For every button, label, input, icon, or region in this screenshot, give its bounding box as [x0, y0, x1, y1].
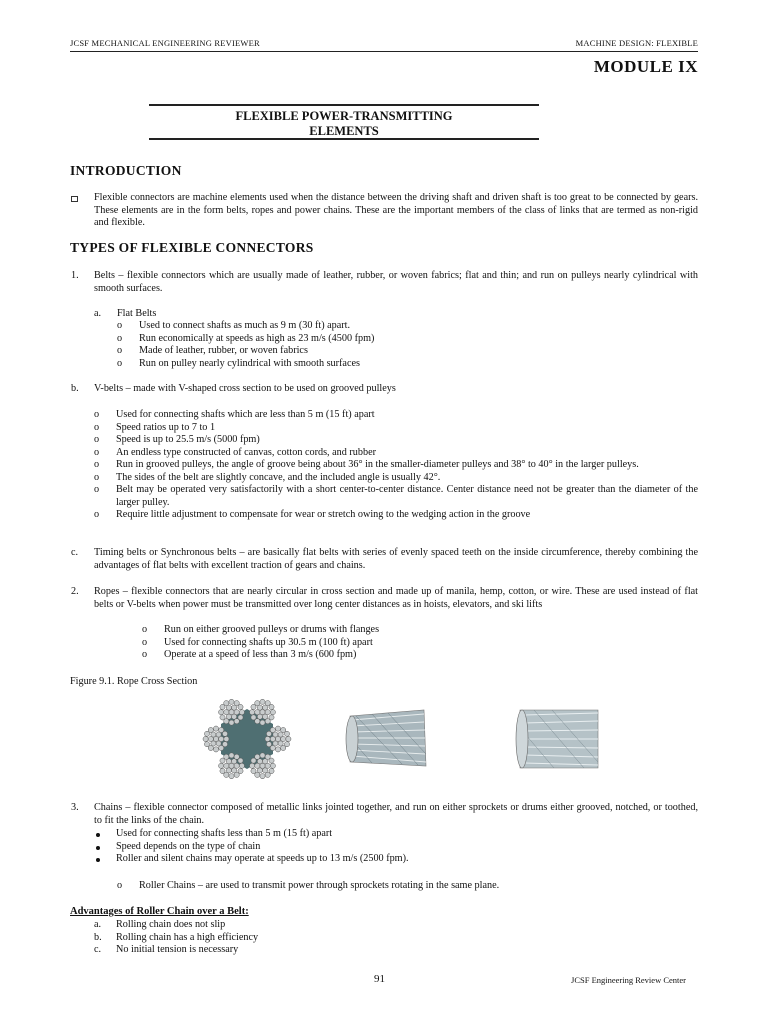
circle-bullet-icon: o	[94, 459, 100, 470]
list-item	[94, 828, 698, 841]
list-item-text: Used for connecting shafts less than 5 m (15 ft) apart	[116, 828, 333, 839]
list-item	[94, 841, 698, 854]
list-item-text: Speed is up to 25.5 m/s (5000 fpm)	[116, 434, 260, 445]
list-item	[94, 919, 698, 932]
circle-bullet-icon: o	[142, 636, 148, 648]
page-number: 91	[374, 973, 385, 985]
circle-bullet-icon: o	[94, 409, 100, 420]
circle-bullet-icon: o	[94, 434, 100, 445]
list-item-text: Run economically at speeds as high as 23 m/s (4500 fpm)	[139, 332, 375, 344]
list-marker: c.	[94, 944, 102, 955]
rope-cross-section-figure	[190, 692, 305, 787]
list-item	[94, 853, 698, 866]
list-item	[117, 358, 697, 371]
list-item-text: The sides of the belt are slightly concave, and the included angle is usually 42°.	[116, 471, 441, 483]
list-item-text: Operate at a speed of less than 3 m/s (600 fpm)	[164, 649, 357, 660]
intro-paragraph: Flexible connectors are machine elements used when the distance between the driving shaft and driven shaft is too great to be connected by gears. These elements are in the form belts, ropes and power chains. These are the important members of the class of links that are termed as non-rigid and flexible.	[94, 192, 698, 228]
circle-bullet-icon: o	[94, 484, 100, 495]
list-item-text: Made of leather, rubber, or woven fabrics	[139, 345, 308, 356]
list-item	[94, 422, 698, 435]
list-item-text: Speed ratios up to 7 to 1	[116, 421, 216, 433]
list-item	[94, 509, 698, 522]
module-label: MODULE IX	[593, 57, 698, 76]
timing-belts-paragraph: Timing belts or Synchronous belts – are basically flat belts with series of evenly spaced teeth on the inside circumference, thereby combining the advantages of flat belts with excellent traction of gears and chains.	[94, 547, 698, 571]
square-bullet-icon	[71, 196, 78, 202]
list-item	[94, 932, 698, 945]
wire-rope-side-view-1	[342, 708, 432, 770]
chains-list	[94, 828, 698, 866]
item-number: 3.	[71, 802, 79, 813]
belts-paragraph: Belts – flexible connectors which are usually made of leather, rubber, or woven fabrics; flat and thin; and run on pulleys nearly cylindrical with smooth surfaces.	[94, 270, 698, 294]
circle-bullet-icon: o	[94, 421, 100, 433]
list-item	[94, 459, 698, 472]
circle-bullet-icon: o	[117, 357, 123, 369]
flat-belts-label: Flat Belts	[117, 308, 157, 319]
circle-bullet-icon: o	[117, 332, 123, 344]
list-item-text: No initial tension is necessary	[116, 944, 239, 955]
advantages-list	[94, 919, 698, 957]
sub-marker: a.	[94, 308, 102, 319]
roller-chains-item	[117, 880, 697, 893]
list-item	[142, 624, 698, 637]
list-item-text: Belt may be operated very satisfactorily with a short center-to-center distance. Center distance need not be greater than the diameter of the larger pulley.	[116, 484, 698, 508]
list-item-text: Used for connecting shafts which are less than 5 m (15 ft) apart	[116, 409, 375, 420]
roller-chains-text: Roller Chains – are used to transmit power through sprockets rotating in the same plane.	[139, 880, 500, 891]
circle-bullet-icon: o	[117, 345, 123, 356]
circle-bullet-icon: o	[94, 509, 100, 520]
list-item	[94, 944, 698, 957]
list-item	[94, 447, 698, 460]
filled-bullet-icon	[96, 833, 100, 837]
advantages-title: Advantages of Roller Chain over a Belt:	[70, 906, 249, 917]
circle-bullet-icon: o	[142, 624, 148, 635]
running-header	[70, 38, 698, 48]
list-item-text: Rolling chain has a high efficiency	[116, 931, 259, 943]
ropes-list	[142, 624, 698, 662]
wire-rope-side-view-2	[514, 706, 604, 772]
list-item	[117, 333, 697, 346]
list-item-text: Run on pulley nearly cylindrical with smooth surfaces	[139, 357, 360, 369]
intro-heading: INTRODUCTION	[70, 163, 182, 178]
list-item-text: Used to connect shafts as much as 9 m (30 ft) apart.	[139, 320, 351, 331]
header-rule	[70, 51, 698, 52]
vbelts-list	[94, 409, 698, 522]
figure-caption: Figure 9.1. Rope Cross Section	[70, 676, 198, 687]
filled-bullet-icon	[96, 846, 100, 850]
list-item	[94, 484, 698, 509]
vbelts-paragraph: V-belts – made with V-shaped cross section to be used on grooved pulleys	[94, 383, 396, 394]
circle-bullet-icon: o	[117, 320, 123, 331]
sub-marker: c.	[71, 547, 79, 558]
list-item	[117, 345, 697, 358]
list-item-text: Roller and silent chains may operate at speeds up to 13 m/s (2500 fpm).	[116, 853, 409, 864]
header-right: MACHINE DESIGN: FLEXIBLE	[575, 38, 698, 48]
circle-bullet-icon: o	[94, 471, 100, 483]
item-number: 1.	[71, 270, 79, 281]
circle-bullet-icon: o	[94, 446, 100, 458]
list-marker: b.	[94, 931, 102, 943]
types-heading: TYPES OF FLEXIBLE CONNECTORS	[70, 240, 314, 255]
list-item	[142, 637, 698, 650]
list-item-text: An endless type constructed of canvas, cotton cords, and rubber	[116, 446, 376, 458]
list-item	[94, 434, 698, 447]
list-item	[94, 409, 698, 422]
list-item-text: Speed depends on the type of chain	[116, 840, 261, 852]
list-item-text: Rolling chain does not slip	[116, 919, 226, 930]
list-item	[142, 649, 698, 662]
item-number: 2.	[71, 586, 79, 597]
list-item-text: Require little adjustment to compensate for wear or stretch owing to the wedging action in the groove	[116, 509, 531, 520]
list-item-text: Used for connecting shafts up 30.5 m (100 ft) apart	[164, 636, 373, 648]
title-line-2: ELEMENTS	[309, 124, 379, 138]
title-line-1: FLEXIBLE POWER-TRANSMITTING	[235, 109, 453, 123]
chains-paragraph: Chains – flexible connector composed of metallic links jointed together, and run on either sprockets or drums either grooved, notched, or toothed, to fit the links of the chain.	[94, 802, 698, 826]
ropes-paragraph: Ropes – flexible connectors that are nearly circular in cross section and made up of manila, hemp, cotton, or wire. These are used instead of flat belts or V-belts when power must be transmitted over long center distances as in hoists, elevators, and ski lifts	[94, 586, 698, 610]
sub-marker: b.	[71, 383, 79, 394]
flat-belts-list	[117, 320, 697, 370]
filled-bullet-icon	[96, 858, 100, 862]
list-item	[94, 472, 698, 485]
list-marker: a.	[94, 919, 102, 930]
list-item	[117, 320, 697, 333]
footer-organization: JCSF Engineering Review Center	[571, 975, 686, 985]
circle-bullet-icon: o	[142, 649, 148, 660]
header-left: JCSF MECHANICAL ENGINEERING REVIEWER	[70, 38, 260, 48]
list-item-text: Run on either grooved pulleys or drums with flanges	[164, 624, 380, 635]
list-item-text: Run in grooved pulleys, the angle of groove being about 36° in the smaller-diameter pulleys and 38° to 40° in the larger pulleys.	[116, 459, 639, 470]
chapter-title	[149, 104, 539, 140]
circle-bullet-icon: o	[117, 880, 123, 891]
